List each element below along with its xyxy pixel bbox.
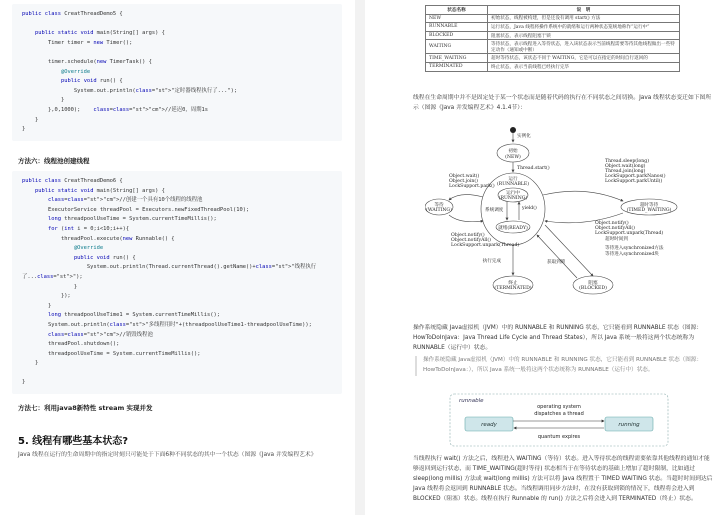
label-instantiate: 实例化: [517, 134, 531, 139]
code-line: public class CreatThreadDemo5 {: [22, 11, 123, 17]
label-to-timed-4: LockSupport.parkUntil(): [605, 179, 663, 184]
label-timeout-return: 超时时间到: [605, 237, 628, 242]
state-desc-cell: 初始状态，线程被构建，但是还没有调用 start() 方法: [488, 14, 680, 23]
state-desc-cell: 阻塞状态，表示线程阻塞于锁: [488, 31, 680, 40]
label-got-lock: 获取到锁: [547, 260, 566, 265]
code-line: },0,1000); class=class="st">"cm">//延迟0，周期1s: [22, 106, 209, 113]
label-blocked-en: (BLOCKED): [579, 286, 607, 291]
label-runnable-en: (RUNNABLE): [496, 182, 530, 187]
thread-state-diagram: [425, 125, 685, 315]
code-line: class=class="st">"cm">//销毁线程池: [47, 331, 153, 338]
state-name-cell: TERMINATED: [426, 62, 488, 71]
code-block-timer: [12, 4, 342, 141]
label-to-waiting-2: LockSupport.park(): [449, 184, 495, 189]
code-line: System.out.println(Thread.currentThread().getName()+class="st">"线程执行: [22, 264, 317, 271]
code-block-threadpool: [12, 171, 342, 394]
dispatch-line2: dispatches a thread: [534, 411, 584, 417]
code-line: }: [22, 302, 52, 309]
dispatch-line1: operating system: [537, 404, 581, 410]
code-line: long threadpoolUseTime1 = System.currentTimeMillis();: [47, 312, 220, 319]
state-name-cell: RUNNABLE: [426, 23, 488, 32]
table-row: [426, 62, 680, 71]
label-blocked-cn: 阻塞: [588, 281, 598, 286]
code-line: @Override: [60, 68, 91, 75]
os-quote: 操作系统隐藏 Java虚拟机（JVM）中的 RUNNABLE 和 RUNNING 状态，它只能看到 RUNNABLE 状态（图源：HowToDoInJava：），所以 Java 系统一般将这两个状态统称为 RUNNABLE（运行中）状态。: [415, 356, 713, 376]
code-line: }: [22, 379, 26, 386]
label-ready: 就绪(READY): [498, 226, 528, 231]
label-timed-en: (TIMED_WAITING): [626, 208, 672, 213]
code-line: ExecutorService threadPool = Executors.newFixedThreadPool(10);: [22, 206, 250, 213]
bottom-paragraph: 当线程执行 wait() 方法之后，线程进入 WAITING（等待）状态。进入等待状态的线程需要依靠其他线程的通知才能够返回到运行状态，而 TIME_WAITING(超时等待) 状态相当于在等待状态的基础上增加了超时限制，比如通过 sleep(long millis) 方法或 wait(long millis) 方法可以将 Java 线程置于 TIMED WAITING 状态。当超时时间到达后 Java 线程将会返回到 RUNNABLE 状态。当线程调用同步方法时，在没有获取到锁的情况下，线程将会进入到 BLOCKED（阻塞）状态。线程在执行 Runnable 的 run() 方法之后将会进入到 TERMINATED（终止）状态。: [413, 456, 713, 502]
section-heading: 5. 线程有哪些基本状态?: [18, 436, 129, 447]
code-line: }: [22, 283, 78, 290]
label-terminated-cn: 终止: [508, 281, 518, 286]
label-from-timed-1: Object.notifyAll(): [595, 226, 635, 231]
state-name-cell: WAITING: [426, 40, 488, 54]
table-header-desc: 说 明: [488, 6, 680, 15]
table-row: [426, 54, 680, 63]
label-to-timed-0: Thread.sleep(long): [605, 159, 649, 164]
label-to-waiting-1: Object.join(): [449, 179, 478, 184]
code-line: timer.schedule(new TimerTask() {: [22, 58, 152, 65]
code-line: public static void main(String[] args) {: [34, 30, 165, 37]
page-gutter: [355, 0, 365, 515]
table-row: [426, 31, 680, 40]
label-sys-sched: 系统调度: [485, 208, 504, 213]
table-header-name: 状态名称: [426, 6, 488, 15]
label-running-en: (RUNNING): [498, 196, 528, 201]
label-from-waiting-1: Object.notifyAll(): [451, 238, 491, 243]
code-line: }: [22, 360, 39, 367]
code-line: public static void main(String[] args) {: [34, 187, 165, 194]
code-line: [22, 369, 336, 379]
state-name-cell: TIME_WAITING: [426, 54, 488, 63]
code-line: System.out.println(class="st">"定时器线程执行了...");: [22, 87, 238, 94]
label-from-timed-0: Object.notify(): [595, 221, 629, 226]
label-to-timed-2: Thread.join(long): [605, 169, 646, 174]
code-line: @Override: [73, 245, 104, 252]
code-line: public void run() {: [73, 254, 136, 261]
ready-label: ready: [481, 422, 497, 428]
code-line: });: [22, 293, 71, 300]
state-desc-cell: 终止状态，表示当前线程已经执行完毕: [488, 62, 680, 71]
label-to-timed-3: LockSupport.parkNanos(): [605, 174, 666, 179]
table-row: [426, 14, 680, 23]
code-line: System.out.println(class="st">"多线程用时"+(threadpoolUseTime1-threadpoolUseTime));: [22, 321, 312, 328]
code-line: [22, 20, 336, 30]
label-thread-start: Thread.start(): [517, 166, 550, 171]
code-line: long threadpoolUseTime = System.currentTimeMillis();: [47, 216, 217, 223]
label-terminated-en: (TERMINATED): [494, 286, 532, 291]
code-line: }: [22, 126, 26, 133]
code-line: }: [22, 116, 39, 123]
table-row: [426, 40, 680, 54]
section-text: Java 线程在运行的生命周期中的指定时刻只可能处于下面6种不同状态的其中一个状态（图源《Java 并发编程艺术》: [18, 452, 317, 458]
label-waiting-en: (WAITING): [426, 208, 452, 213]
code-line: public class CreatThreadDemo6 {: [22, 178, 123, 184]
start-node: [510, 127, 516, 133]
right-page: [365, 0, 720, 515]
label-exec-done: 执行完成: [482, 259, 501, 264]
code-line: 了...class="st">");: [22, 273, 83, 280]
code-line: class=class="st">"cm">//创建一个具有10个线程的线程池: [47, 197, 203, 204]
label-timed-cn: 超时等待: [639, 203, 659, 208]
method7-heading: 方法七：利用java8新特性 stream 实现并发: [18, 404, 153, 412]
label-to-timed-1: Object.wait(long): [605, 164, 646, 169]
label-wait-sync-block: 等待进入synchronized块: [605, 252, 659, 257]
label-new-cn: 初始: [508, 149, 518, 154]
label-new-en: (NEW): [505, 155, 521, 160]
code-line: threadPool.shutdown();: [22, 341, 120, 348]
label-yield: yield(): [522, 206, 537, 211]
thread-state-table: [425, 5, 680, 72]
code-line: for (int i = 0;i<10;i++){: [47, 225, 130, 232]
state-desc-cell: 等待状态，表示线程进入等待状态，进入该状态表示当前线程需要等待其他线程做出一些特定动作（通知或中断）: [488, 40, 680, 54]
code-line: threadpoolUseTime = System.currentTimeMillis();: [22, 350, 201, 357]
left-page: [0, 0, 355, 515]
state-desc-cell: 超时等待状态，该状态不同于 WAITING，它是可以在指定的时间自行返回的: [488, 54, 680, 63]
intro-paragraph: 线程在生命周期中并不是固定处于某一个状态而是随着代码的执行在不同状态之间切换。Java 线程状态变迁如下图所示（图源《Java 并发编程艺术》4.1.4节）：: [413, 95, 712, 111]
label-from-waiting-0: Object.notify(): [451, 233, 485, 238]
code-line: [22, 48, 336, 58]
code-line: public void run() {: [60, 78, 123, 85]
code-line: }: [22, 97, 65, 104]
code-line: threadPool.execute(new Runnable() {: [22, 235, 175, 242]
state-name-cell: BLOCKED: [426, 31, 488, 40]
state-name-cell: NEW: [426, 14, 488, 23]
label-from-waiting-2: LockSupport.unpark(Thread): [451, 243, 520, 248]
label-from-timed-2: LockSupport.unpark(Thread): [595, 231, 664, 236]
label-running-cn: 运行中: [506, 191, 520, 196]
code-line: Timer timer = new Timer();: [22, 39, 133, 46]
label-to-waiting-0: Object.wait(): [449, 174, 480, 179]
quantum-label: quantum expires: [537, 434, 581, 440]
runnable-title: runnable: [459, 398, 484, 404]
running-label: running: [618, 422, 640, 428]
label-runnable-cn: 运行: [508, 177, 518, 182]
method6-heading: 方法六：线程池创建线程: [18, 157, 90, 165]
label-waiting-cn: 等待: [434, 203, 444, 208]
runnable-diagram: [449, 393, 669, 447]
state-desc-cell: 运行状态，Java 线程将操作系统中的就绪和运行两种状态笼统地称作“运行中”: [488, 23, 680, 32]
table-row: [426, 23, 680, 32]
label-wait-sync: 等待进入synchronized方法: [605, 246, 664, 251]
os-paragraph: 操作系统隐藏 Java虚拟机（JVM）中的 RUNNABLE 和 RUNNING 状态，它只能看到 RUNNABLE 状态（图源：HowToDoInJava：Java Thread Life Cycle and Thread States），所以 Java 系统一般将这两个状态统称为 RUNNABLE（运行中）状态。: [413, 325, 703, 351]
